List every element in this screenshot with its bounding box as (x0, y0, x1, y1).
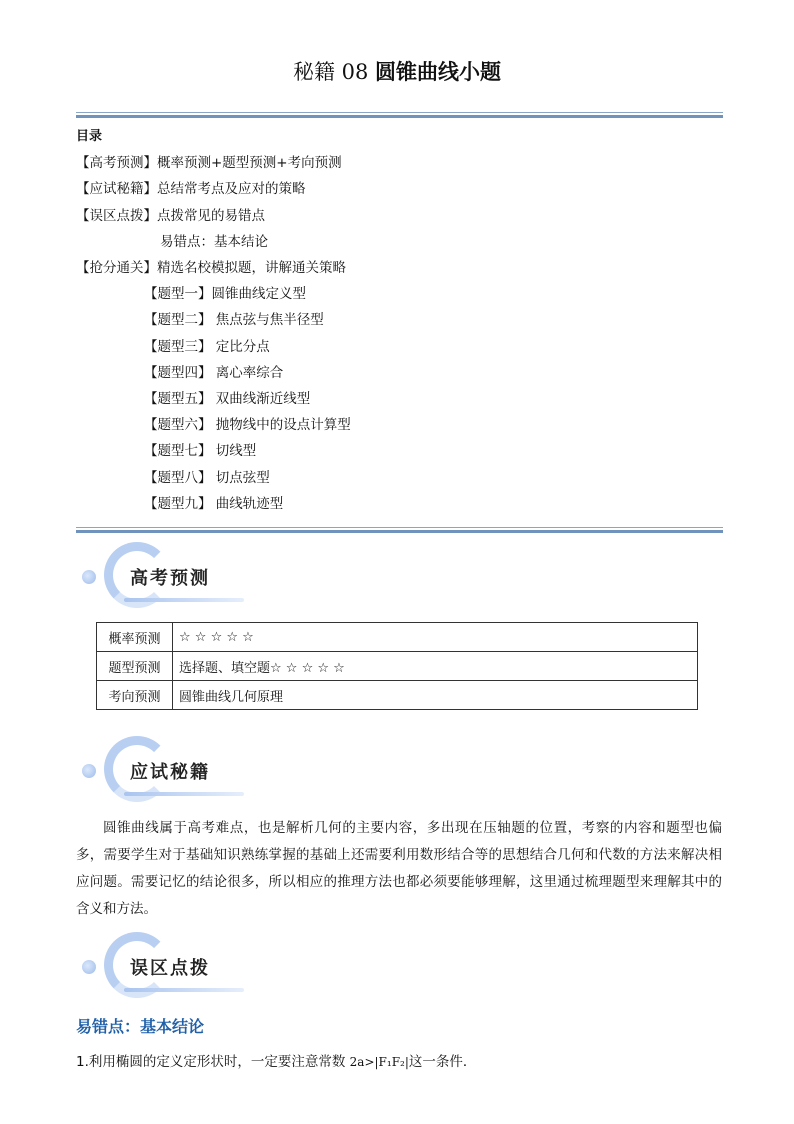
table-key: 概率预测 (97, 623, 173, 652)
section-underline (124, 792, 244, 796)
section-underline (124, 598, 244, 602)
pitfall-heading: 易错点：基本结论 (76, 1017, 205, 1036)
section-title: 应试秘籍 (130, 762, 210, 783)
table-key: 题型预测 (97, 652, 173, 681)
toc-type: 【题型三】 定比分点 (144, 338, 270, 355)
section-header-forecast (80, 542, 250, 612)
section-title: 误区点拨 (130, 958, 210, 979)
section-underline (124, 988, 244, 992)
table-value: ☆ ☆ ☆ ☆ ☆ (173, 623, 698, 652)
toc-type: 【题型八】 切点弦型 (144, 469, 270, 486)
table-row (97, 681, 698, 710)
section-header-pitfalls (80, 932, 250, 1002)
bullet-dot-icon (82, 764, 96, 778)
table-of-contents (76, 124, 351, 517)
item-end: 这一条件． (408, 1054, 477, 1070)
toc-type: 【题型九】 曲线轨迹型 (144, 495, 284, 512)
page-title (0, 56, 794, 86)
toc-line: 【抢分通关】精选名校模拟题，讲解通关策略 (76, 260, 346, 277)
section-title: 高考预测 (130, 568, 210, 589)
toc-type: 【题型六】 抛物线中的设点计算型 (144, 417, 351, 434)
table-key: 考向预测 (97, 681, 173, 710)
toc-line: 【误区点拨】点拨常见的易错点 (76, 207, 265, 224)
toc-type: 【题型二】 焦点弦与焦半径型 (144, 312, 324, 329)
toc-type: 【题型五】 双曲线渐近线型 (144, 391, 311, 408)
toc-line: 【应试秘籍】总结常考点及应对的策略 (76, 181, 306, 198)
secrets-paragraph: 圆锥曲线属于高考难点，也是解析几何的主要内容，多出现在压轴题的位置，考察的内容和题型也偏多，需要学生对于基础知识熟练掌握的基础上还需要利用数形结合等的思想结合几何和代数的方法来解决相应问题。需要记忆的结论很多，所以相应的推理方法也都必须要能够理解，这里通过梳理题型来理解其中的含义和方法。 (76, 820, 722, 917)
toc-type: 【题型一】圆锥曲线定义型 (144, 286, 306, 303)
section-header-secrets (80, 736, 250, 806)
bullet-dot-icon (82, 960, 96, 974)
item-text: 1.利用椭圆的定义定形状时，一定要注意常数 (76, 1054, 350, 1070)
table-row (97, 652, 698, 681)
bullet-dot-icon (82, 570, 96, 584)
toc-line: 易错点：基本结论 (160, 233, 268, 250)
item-formula: 2a>|F₁F₂| (349, 1055, 409, 1069)
toc-heading: 目录 (76, 129, 103, 144)
toc-type: 【题型七】 切线型 (144, 443, 257, 460)
forecast-table (96, 622, 698, 710)
toc-line: 【高考预测】概率预测+题型预测+考向预测 (76, 155, 342, 172)
table-value: 圆锥曲线几何原理 (173, 681, 698, 710)
mid-divider (76, 527, 723, 533)
title-prefix: 秘籍 08 (292, 60, 376, 84)
table-value: 选择题、填空题☆ ☆ ☆ ☆ ☆ (173, 652, 698, 681)
table-row (97, 623, 698, 652)
top-divider (76, 112, 723, 118)
pitfall-item (76, 1050, 476, 1070)
toc-type: 【题型四】 离心率综合 (144, 364, 284, 381)
title-main: 圆锥曲线小题 (375, 60, 502, 84)
